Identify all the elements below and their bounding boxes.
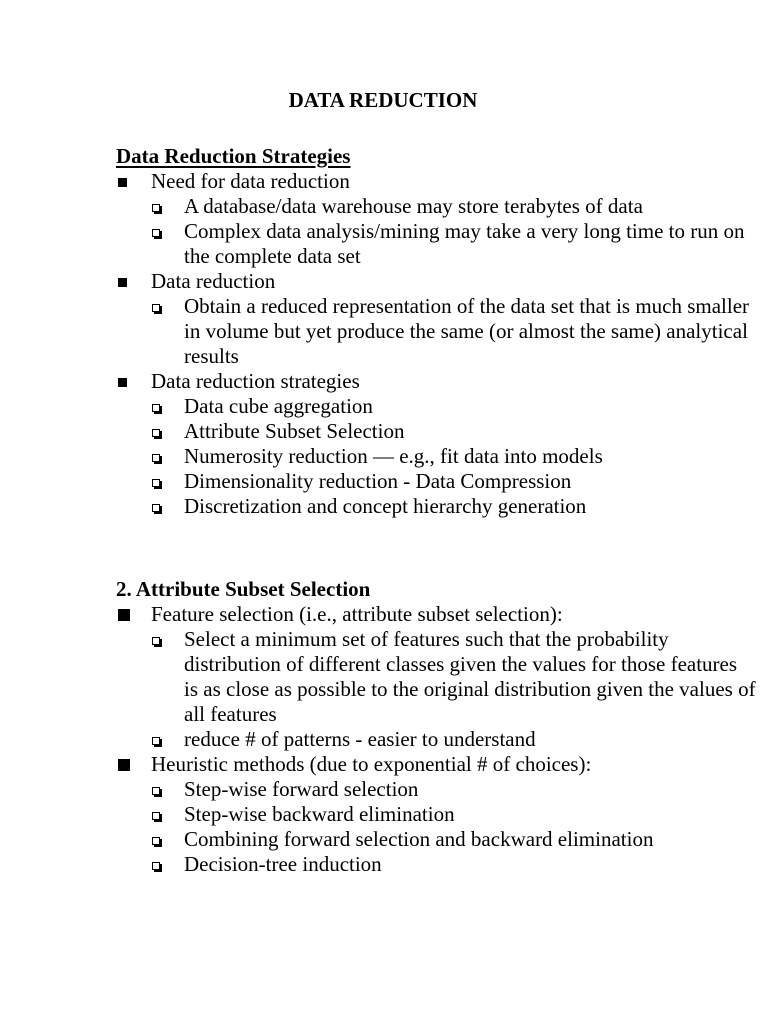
- sub-list: [151, 394, 756, 519]
- list-item: [116, 269, 756, 369]
- sub-list-item: [116, 727, 756, 752]
- box-bullet-icon: [152, 862, 160, 870]
- sub-list-item-text: Decision-tree induction: [184, 852, 382, 876]
- sub-list-item-text: Numerosity reduction — e.g., fit data into models: [184, 444, 603, 468]
- list-item-label: Data reduction strategies: [151, 369, 360, 393]
- sub-list-item-text: Data cube aggregation: [184, 394, 373, 418]
- box-bullet-icon: [152, 479, 160, 487]
- sub-list-item: [116, 219, 756, 269]
- box-bullet-icon: [152, 812, 160, 820]
- box-bullet-icon: [152, 637, 160, 645]
- square-bullet-icon: [118, 178, 127, 187]
- box-bullet-icon: [152, 404, 160, 412]
- sub-list-item: [116, 802, 756, 827]
- square-bullet-icon: [118, 378, 127, 387]
- sub-list-item: [116, 777, 756, 802]
- list-item-label: Feature selection (i.e., attribute subset selection):: [151, 602, 563, 626]
- box-bullet-icon: [152, 429, 160, 437]
- sub-list-item-text: Step-wise forward selection: [184, 777, 419, 801]
- box-bullet-icon: [152, 229, 160, 237]
- sub-list-item-text: Combining forward selection and backward elimination: [184, 827, 654, 851]
- box-bullet-icon: [152, 304, 160, 312]
- sub-list-item: [116, 419, 756, 444]
- sub-list: [151, 194, 756, 269]
- sub-list-item-text: Dimensionality reduction - Data Compression: [184, 469, 572, 493]
- sub-list-item-text: Select a minimum set of features such that the probability distribution of different classes given the values for those features is as close as possible to the original distribution given the values of all features: [184, 627, 756, 726]
- sub-list-item-text: Attribute Subset Selection: [184, 419, 405, 443]
- box-bullet-icon: [152, 504, 160, 512]
- sub-list-item-text: Complex data analysis/mining may take a very long time to run on the complete data set: [184, 219, 745, 268]
- list-item-label: Need for data reduction: [151, 169, 350, 193]
- sub-list-item-text: Discretization and concept hierarchy generation: [184, 494, 587, 518]
- box-bullet-icon: [152, 454, 160, 462]
- sub-list-item-text: Step-wise backward elimination: [184, 802, 455, 826]
- sub-list-item: [116, 494, 756, 519]
- box-bullet-icon: [152, 837, 160, 845]
- sub-list-item: [116, 627, 756, 727]
- sub-list-item: [116, 827, 756, 852]
- square-bullet-icon: [118, 609, 130, 621]
- sub-list-item-text: A database/data warehouse may store terabytes of data: [184, 194, 643, 218]
- sub-list-item: [116, 194, 756, 219]
- section1-list: [116, 169, 756, 519]
- sub-list: [151, 294, 756, 369]
- box-bullet-icon: [152, 204, 160, 212]
- sub-list-item: [116, 444, 756, 469]
- list-item-label: Data reduction: [151, 269, 276, 293]
- sub-list-item: [116, 469, 756, 494]
- sub-list-item-text: Obtain a reduced representation of the data set that is much smaller in volume but yet produce the same (or almost the same) analytical results: [184, 294, 750, 368]
- sub-list-item: [116, 394, 756, 419]
- sub-list: [151, 777, 756, 877]
- square-bullet-icon: [118, 759, 130, 771]
- section2-list: [116, 602, 756, 877]
- box-bullet-icon: [152, 787, 160, 795]
- list-item-label: Heuristic methods (due to exponential # of choices):: [151, 752, 592, 776]
- square-bullet-icon: [118, 278, 127, 287]
- sub-list-item-text: reduce # of patterns - easier to understand: [184, 727, 536, 751]
- sub-list-item: [116, 852, 756, 877]
- section-heading-data-reduction-strategies: Data Reduction Strategies: [116, 144, 351, 168]
- list-item: [116, 752, 756, 877]
- list-item: [116, 169, 756, 269]
- list-item: [116, 602, 756, 752]
- section-heading-attribute-subset-selection: 2. Attribute Subset Selection: [116, 577, 371, 601]
- list-item: [116, 369, 756, 519]
- sub-list: [151, 627, 756, 752]
- box-bullet-icon: [152, 737, 160, 745]
- page-title: DATA REDUCTION: [288, 88, 478, 112]
- sub-list-item: [116, 294, 756, 369]
